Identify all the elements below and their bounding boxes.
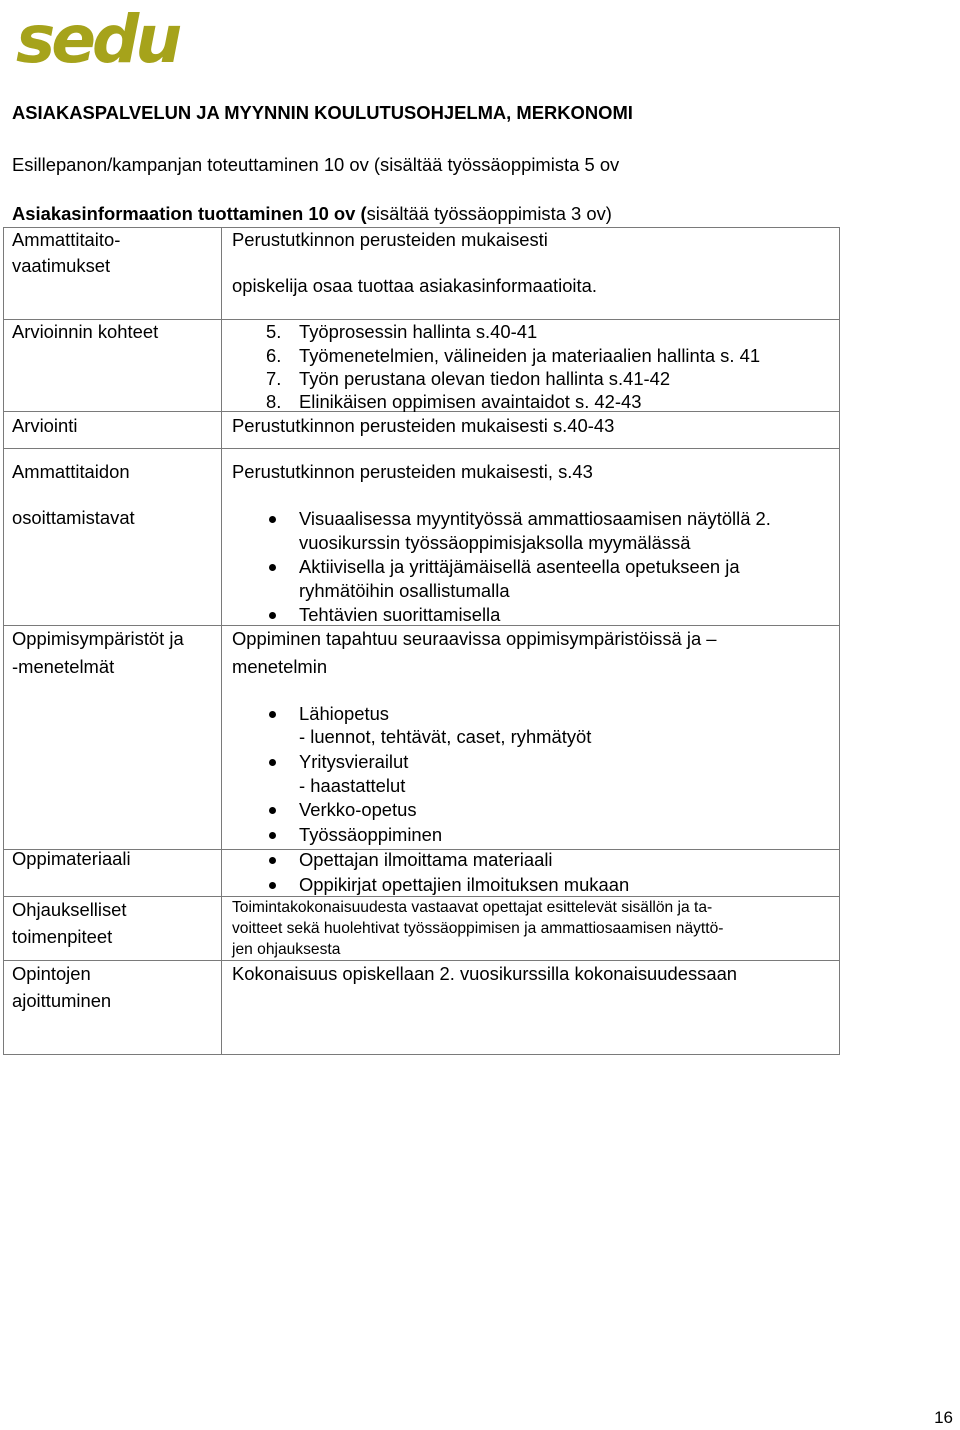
bullet-icon	[269, 807, 276, 814]
list-item: Työssäoppiminen	[299, 824, 443, 845]
label-ammattitaito: Ammattitaito-	[12, 229, 121, 250]
bullet-icon	[269, 612, 276, 619]
label-ajoittuminen: ajoittuminen	[12, 990, 112, 1011]
value-arviointi: Perustutkinnon perusteiden mukaisesti s.40-43	[232, 415, 615, 436]
label-ohjaukselliset: Ohjaukselliset	[12, 899, 127, 920]
label-arvioinnin-kohteet: Arvioinnin kohteet	[12, 321, 159, 342]
module-line-asiakasinformaatio-rest: sisältää työssäoppimista 3 ov)	[366, 203, 612, 224]
list-item: Yritysvierailut	[299, 751, 409, 772]
list-number: 8.	[266, 391, 282, 412]
list-item-continuation: - luennot, tehtävät, caset, ryhmätyöt	[299, 726, 592, 747]
list-item: Työmenetelmien, välineiden ja materiaalien hallinta s. 41	[299, 345, 761, 366]
label-osoittamistavat: osoittamistavat	[12, 507, 135, 528]
list-item: Visuaalisessa myyntityössä ammattiosaamisen näytöllä 2.	[299, 508, 771, 529]
label-vaatimukset: vaatimukset	[12, 255, 111, 276]
table-column-divider	[221, 227, 222, 1055]
list-number: 7.	[266, 368, 282, 389]
page-title: ASIAKASPALVELUN JA MYYNNIN KOULUTUSOHJELMA, MERKONOMI	[12, 102, 633, 123]
list-item: Elinikäisen oppimisen avaintaidot s. 42-43	[299, 391, 642, 412]
list-number: 6.	[266, 345, 282, 366]
label-oppimisymparistot: Oppimisympäristöt ja	[12, 628, 184, 649]
value-osoittamistavat-intro: Perustutkinnon perusteiden mukaisesti, s.43	[232, 461, 593, 482]
list-item: Lähiopetus	[299, 703, 389, 724]
label-menetelmat: -menetelmät	[12, 656, 115, 677]
value-ohjaukselliset-2: voitteet sekä huolehtivat työssäoppimisen ja ammattiosaamisen näyttö-	[232, 920, 724, 937]
row-divider	[3, 448, 840, 449]
list-item: Työn perustana olevan tiedon hallinta s.41-42	[299, 368, 671, 389]
list-item-continuation: ryhmätöihin osallistumalla	[299, 580, 510, 601]
module-line-asiakasinformaatio	[12, 203, 612, 225]
value-oppimisymparistot-1: Oppiminen tapahtuu seuraavissa oppimisympäristöissä ja –	[232, 628, 717, 649]
label-ammattitaidon: Ammattitaidon	[12, 461, 130, 482]
value-ammattitaitovaatimukset-1: Perustutkinnon perusteiden mukaisesti	[232, 229, 548, 250]
list-number: 5.	[266, 321, 282, 342]
bullet-icon	[269, 759, 276, 766]
list-item: Tehtävien suorittamisella	[299, 604, 501, 625]
logo-text: sedu	[16, 4, 179, 70]
value-oppimisymparistot-2: menetelmin	[232, 656, 328, 677]
value-ohjaukselliset-1: Toimintakokonaisuudesta vastaavat opettajat esittelevät sisällön ja ta-	[232, 899, 713, 916]
sedu-logo	[14, 4, 200, 70]
bullet-icon	[269, 564, 276, 571]
list-item: Verkko-opetus	[299, 799, 417, 820]
list-item: Oppikirjat opettajien ilmoituksen mukaan	[299, 874, 630, 895]
module-line-asiakasinformaatio-bold: Asiakasinformaation tuottaminen 10 ov (	[12, 203, 367, 224]
list-item: Työprosessin hallinta s.40-41	[299, 321, 538, 342]
row-divider	[3, 960, 840, 961]
bullet-icon	[269, 832, 276, 839]
label-oppimateriaali: Oppimateriaali	[12, 848, 131, 869]
value-ohjaukselliset-3: jen ohjauksesta	[232, 941, 341, 958]
bullet-icon	[269, 857, 276, 864]
list-item-continuation: vuosikurssin työssäoppimisjaksolla myymälässä	[299, 532, 691, 553]
value-opintojen-ajoittuminen: Kokonaisuus opiskellaan 2. vuosikurssilla kokonaisuudessaan	[232, 963, 738, 984]
label-arviointi: Arviointi	[12, 415, 78, 436]
value-ammattitaitovaatimukset-2: opiskelija osaa tuottaa asiakasinformaatioita.	[232, 275, 597, 296]
label-opintojen: Opintojen	[12, 963, 91, 984]
list-item-continuation: - haastattelut	[299, 775, 406, 796]
label-toimenpiteet: toimenpiteet	[12, 926, 113, 947]
module-line-esillepano: Esillepanon/kampanjan toteuttaminen 10 ov (sisältää työssäoppimista 5 ov	[12, 154, 620, 175]
curriculum-table	[3, 227, 840, 1055]
list-item: Opettajan ilmoittama materiaali	[299, 849, 553, 870]
bullet-icon	[269, 882, 276, 889]
list-item: Aktiivisella ja yrittäjämäisellä asenteella opetukseen ja	[299, 556, 740, 577]
page-number: 16	[934, 1408, 953, 1427]
bullet-icon	[269, 516, 276, 523]
bullet-icon	[269, 711, 276, 718]
